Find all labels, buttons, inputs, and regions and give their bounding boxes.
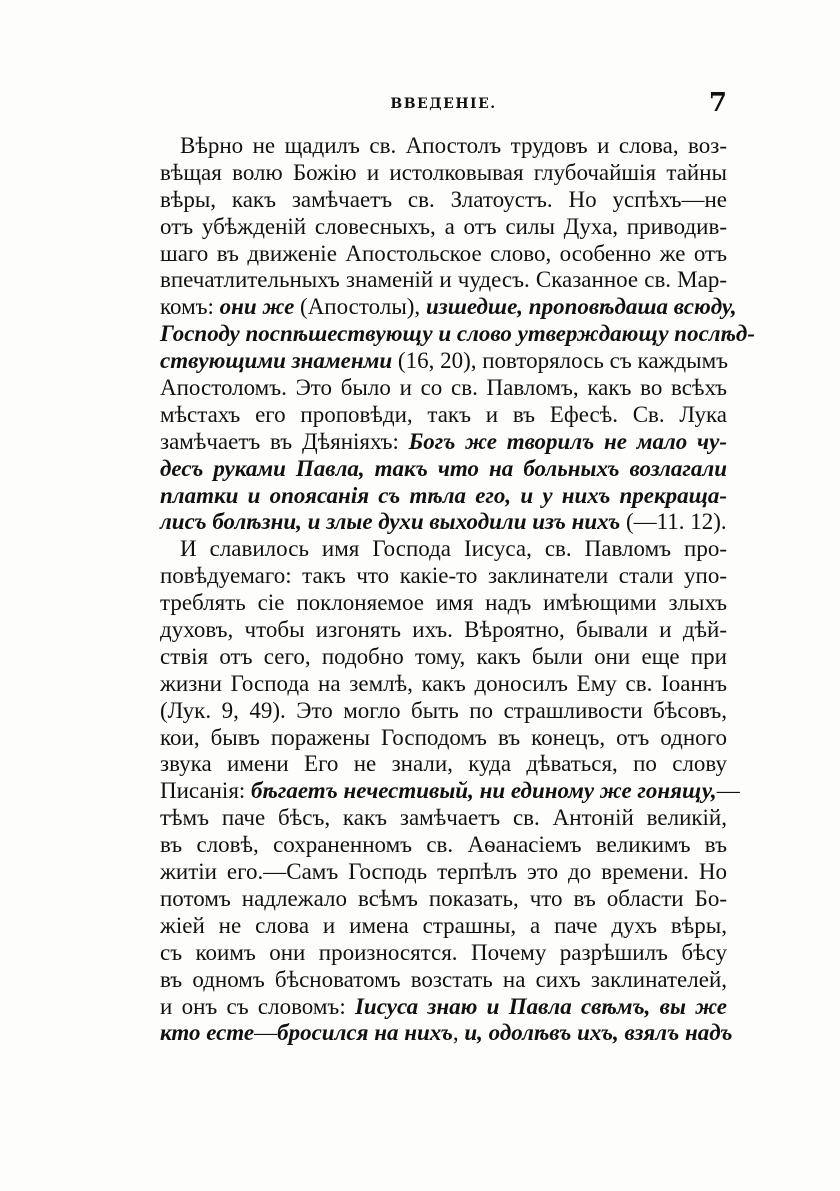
text-line <box>160 375 727 402</box>
text-segment: — <box>716 778 740 804</box>
text-segment: житіи его.—Самъ Господь терпѣлъ это до времени. Но <box>160 859 727 885</box>
text-line <box>160 725 727 752</box>
text-segment: (16, 20), повторялось съ каждымъ <box>392 348 729 374</box>
page-number: 7 <box>708 88 727 118</box>
text-segment: Писанія: <box>160 778 252 804</box>
text-line <box>160 214 727 241</box>
italic-text: бросился на нихъ <box>277 1020 453 1046</box>
text-line <box>160 429 727 456</box>
text-segment: отъ убѣжденій словесныхъ, а отъ силы Духа, приводив- <box>160 213 727 239</box>
text-segment: шаго въ движеніе Апостольское слово, особенно же отъ <box>160 240 727 266</box>
running-head: ВВЕДЕНІЕ. <box>390 96 497 112</box>
italic-text: бѣгаетъ нечестивый, ни единому же гонящу, <box>251 778 717 804</box>
italic-text: и, одолѣвъ ихъ, взялъ надъ <box>464 1020 733 1046</box>
text-segment: звука имени Его не знали, куда дѣваться, по слову <box>160 751 727 777</box>
text-line <box>160 940 727 967</box>
text-line <box>160 402 727 429</box>
text-line <box>160 778 740 805</box>
italic-text: десъ руками Павла, такъ что на больныхъ возлагали <box>160 455 727 481</box>
text-segment: въ одномъ бѣсноватомъ возстать на сихъ заклинателей, <box>160 966 727 992</box>
text-segment: потомъ надлежало всѣмъ показать, что въ области Бо- <box>160 885 727 911</box>
text-line <box>160 241 727 268</box>
page-header <box>160 88 727 122</box>
italic-text: Господу поспѣшествующу и слово утверждающу послѣд- <box>160 321 756 347</box>
text-line <box>160 967 727 994</box>
text-segment: замѣчаетъ въ Дѣяніяхъ: <box>160 428 409 454</box>
text-segment: повѣдуемаго: такъ что какіе-то заклинатели стали упо- <box>160 563 727 589</box>
text-segment: (—11. 12). <box>620 509 727 535</box>
text-line <box>160 160 727 187</box>
text-line <box>160 671 727 698</box>
text-segment: Вѣрно не щадилъ св. Апостолъ трудовъ и слова, воз- <box>180 133 727 158</box>
text-segment: вѣры, какъ замѣчаетъ св. Златоустъ. Но успѣхъ—не <box>160 186 727 212</box>
italic-text: платки и опоясанія съ тѣла его, и у нихъ прекраща- <box>160 482 727 508</box>
text-line <box>160 886 727 913</box>
text-segment: (Лук. 9, 49). Это могло быть по страшливости бѣсовъ, <box>160 697 727 723</box>
italic-text: ствующими знаменми <box>160 348 393 374</box>
text-line <box>160 536 727 563</box>
italic-text: изшедше, проповѣдаша всюду, <box>425 294 737 320</box>
text-segment: кои, бывъ поражены Господомъ въ конецъ, отъ одного <box>160 724 727 750</box>
text-line <box>160 590 727 617</box>
italic-text: лисъ болѣзни, и злые духи выходили изъ нихъ <box>160 509 621 535</box>
text-line <box>160 294 737 321</box>
italic-text: они же <box>219 294 295 320</box>
text-segment: впечатлительныхъ знаменій и чудесъ. Сказанное св. Мар- <box>160 267 727 293</box>
text-segment: и онъ съ словомъ: <box>160 993 355 1019</box>
text-segment: Апостоломъ. Это было и со св. Павломъ, какъ во всѣхъ <box>160 375 727 401</box>
text-line <box>160 805 727 832</box>
text-line <box>160 563 727 590</box>
text-segment: (Апостолы), <box>294 294 426 320</box>
text-segment: ствія отъ сего, подобно тому, какъ были они еще при <box>160 643 727 669</box>
text-line <box>160 456 727 483</box>
text-segment: — <box>254 1020 278 1046</box>
text-line <box>160 859 727 886</box>
text-line <box>160 321 756 348</box>
text-segment: жіей не слова и имена страшны, а паче духъ вѣры, <box>160 912 727 938</box>
text-segment: съ коимъ они произносятся. Почему разрѣшилъ бѣсу <box>160 939 727 965</box>
text-line <box>160 698 727 725</box>
text-line <box>160 509 727 536</box>
text-segment: И славилось имя Господа Іисуса, св. Павломъ про- <box>180 536 727 562</box>
text-line <box>160 913 727 940</box>
text-line <box>160 644 727 671</box>
text-segment: мѣстахъ его проповѣди, такъ и въ Ефесѣ. Св. Лука <box>160 401 727 427</box>
text-segment: , <box>452 1020 465 1046</box>
body-text <box>160 133 756 1047</box>
text-segment: въ словѣ, сохраненномъ св. Аѳанасіемъ великимъ въ <box>160 832 727 858</box>
text-segment: треблять сіе поклоняемое имя надъ имѣющими злыхъ <box>160 590 727 616</box>
text-line <box>160 483 727 510</box>
text-line <box>160 617 727 644</box>
text-line <box>160 751 727 778</box>
text-segment: тѣмъ паче бѣсъ, какъ замѣчаетъ св. Антоній великій, <box>160 805 727 831</box>
text-line <box>160 187 727 214</box>
text-segment: комъ: <box>160 294 220 320</box>
text-segment: духовъ, чтобы изгонять ихъ. Вѣроятно, бывали и дѣй- <box>160 617 727 643</box>
italic-text: кто есте <box>160 1020 255 1046</box>
text-segment: вѣщая волю Божію и истолковывая глубочайшія тайны <box>160 159 727 185</box>
text-line <box>160 267 727 294</box>
text-line <box>160 133 727 160</box>
italic-text: Богъ же творилъ не мало чу- <box>408 428 728 454</box>
text-line <box>160 348 727 375</box>
text-segment: жизни Господа на землѣ, какъ доносилъ Ему св. Іоаннъ <box>160 670 727 696</box>
italic-text: Іисуса знаю и Павла свѣмъ, вы же <box>354 993 727 1019</box>
text-line <box>160 832 727 859</box>
text-line <box>160 994 727 1021</box>
text-line <box>160 1020 733 1047</box>
